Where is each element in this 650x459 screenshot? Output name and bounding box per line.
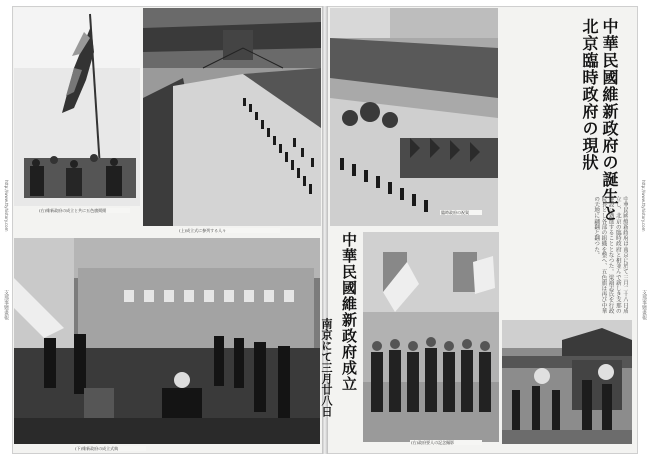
photo-flag-raising (14, 8, 140, 206)
main-title-line-2: 北京臨時政府の現狀 (580, 18, 599, 171)
margin-url-left: http://www.ttyhistory.com (4, 180, 9, 232)
photo-building-flags (330, 8, 498, 226)
margin-label-right: 支那事變畫報 (641, 290, 647, 320)
caption-officials-steps: (右)政府要人の記念撮影 (410, 440, 482, 445)
article-body-text: 中華民國維新政府は南京に於て三月二十八日成立し、北京の臨時政府と相並んで新しき支那の建設に邁進することとなつた。梁鴻志氏を行政院長とし各部の組織を整へ、五色旗は再び中華の天地に翩翻と翻つた。 (593, 196, 628, 314)
photo-ceremony-hall (14, 238, 320, 444)
caption-ceremony-hall: (下)維新政府の成立式典 (74, 446, 146, 451)
margin-label-left: 支那事變畫報 (3, 290, 9, 320)
caption-flag-raising: (右)維新政府の成立と共に五色旗掲揚 (38, 208, 130, 213)
sub-title: 中華民國維新政府成立 (340, 232, 358, 392)
photo-procession (143, 8, 321, 226)
caption-building-flags: 臨時政府の祝賀 (440, 210, 482, 215)
margin-url-right: http://www.ttyhistory.com (641, 180, 646, 232)
photo-officials-steps (363, 232, 499, 442)
sub-title-date: 南京にて三月廿八日 (320, 318, 333, 417)
main-title-line-1: 中華民國維新政府の誕生と (600, 18, 619, 222)
caption-procession: (上)成立式に参列する人々 (178, 228, 280, 233)
photo-gate-soldiers (502, 320, 632, 444)
